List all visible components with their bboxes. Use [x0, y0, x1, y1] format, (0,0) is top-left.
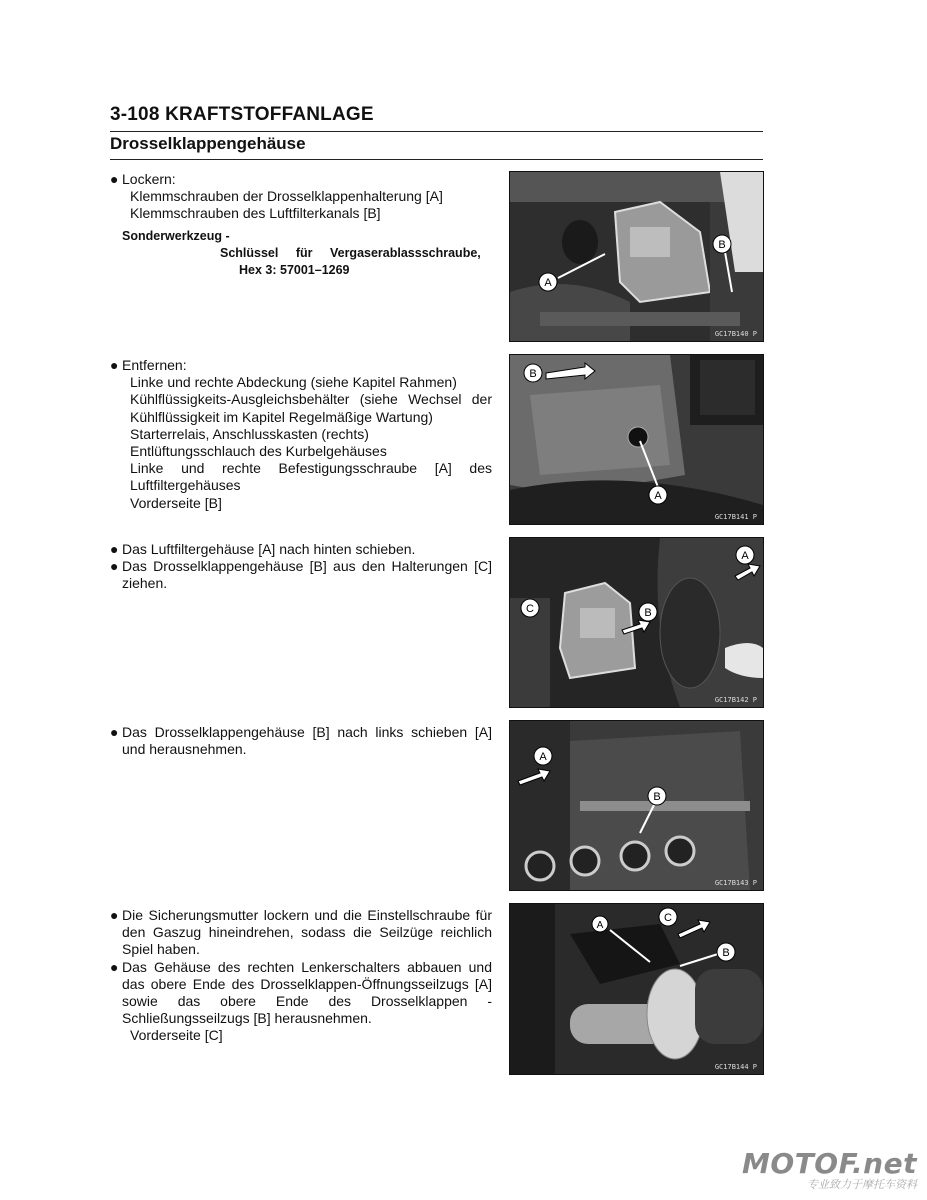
- section-title: Drosselklappengehäuse: [110, 134, 306, 153]
- callout-label: C: [664, 912, 672, 924]
- special-tool-label: Sonderwerkzeug -: [122, 228, 230, 243]
- step-3-text: [110, 541, 492, 593]
- watermark: [742, 1147, 917, 1192]
- watermark-tagline: 专业致力于摩托车资料: [807, 1179, 917, 1191]
- step-4-text: [110, 724, 492, 758]
- step-1-item: Klemmschrauben des Luftfilterkanals [B]: [130, 205, 381, 222]
- photo-caption: GC17B142 P: [714, 696, 757, 704]
- step-2-item: Linke und rechte Abdeckung (siehe Kapitel Rahmen): [130, 374, 457, 391]
- step-1-item: Klemmschrauben der Drosselklappenhalterung [A]: [130, 188, 443, 205]
- photo-slide-airbox: [509, 537, 764, 708]
- step-1-bullet: Lockern:: [122, 171, 176, 187]
- callout-label: A: [654, 490, 662, 502]
- step-2-bullet: Entfernen:: [122, 357, 187, 373]
- step-2-text: [110, 357, 492, 512]
- bullet: ●: [110, 907, 119, 923]
- header-rule: [110, 131, 763, 132]
- callout-label: A: [596, 920, 604, 931]
- step-2-item: Kühlflüssigkeits-Ausgleichsbehälter (siehe Wechsel der Kühlflüssigkeit im Kapitel Regelmäßige Wartung): [130, 391, 492, 425]
- bullet: ●: [110, 171, 119, 187]
- step-2-item: Starterrelais, Anschlusskasten (rechts): [130, 425, 369, 442]
- callout-label: B: [529, 368, 537, 380]
- photo-caption: GC17B144 P: [714, 1063, 757, 1071]
- step-3-bullet: Das Luftfiltergehäuse [A] nach hinten schieben.: [122, 541, 416, 557]
- bullet: ●: [110, 541, 119, 557]
- callout-label: B: [718, 239, 726, 251]
- step-4-bullet: Das Drosselklappengehäuse [B] nach links schieben [A] und herausnehmen.: [122, 724, 492, 758]
- step-2-item: Entlüftungsschlauch des Kurbelgehäuses: [130, 443, 387, 460]
- photo-throttle-clamps: [509, 171, 764, 342]
- special-tool-number: Hex 3: 57001–1269: [239, 262, 350, 277]
- step-5-sub: Vorderseite [C]: [130, 1027, 223, 1044]
- callout-label: A: [539, 751, 547, 763]
- section-rule: [110, 159, 763, 160]
- bullet: ●: [110, 357, 119, 373]
- photo-airbox-bolts: [509, 354, 764, 525]
- callout-label: C: [526, 603, 534, 615]
- step-1-text: [110, 171, 492, 279]
- callout-label: B: [644, 607, 652, 619]
- page-title: 3-108 KRAFTSTOFFANLAGE: [110, 104, 374, 125]
- photo-throttle-cables: [509, 903, 764, 1075]
- callout-label: A: [741, 550, 749, 562]
- page-header: [110, 104, 763, 126]
- bullet: ●: [110, 724, 119, 740]
- photo-caption: GC17B143 P: [714, 879, 757, 887]
- bullet: ●: [110, 958, 119, 975]
- bullet: ●: [110, 558, 119, 575]
- step-5-text: [110, 907, 492, 1045]
- callout-label: A: [544, 277, 552, 289]
- photo-remove-throttle-body: [509, 720, 764, 891]
- step-2-item: Linke und rechte Befestigungsschraube [A] des Luftfiltergehäuses: [130, 460, 492, 494]
- step-2-item: Vorderseite [B]: [130, 494, 222, 511]
- step-5-bullet: Die Sicherungsmutter lockern und die Einstellschraube für den Gaszug hineindrehen, sodass die Seilzüge reichlich Spiel haben.: [122, 907, 492, 958]
- photo-caption: GC17B141 P: [714, 513, 757, 521]
- callout-label: B: [722, 947, 730, 959]
- special-tool-name: Schlüssel für Vergaserablassschraube,: [220, 245, 481, 260]
- step-5-bullet: Das Gehäuse des rechten Lenkerschalters abbauen und das obere Ende des Drosselklappen-Öffnungsseilzugs [A] sowie das obere Ende des Drosselklappen -Schließungsseilzugs [B] herausnehmen.: [122, 958, 492, 1027]
- photo-caption: GC17B140 P: [714, 330, 757, 338]
- callout-label: B: [653, 791, 661, 803]
- watermark-logo: MOTOF.net: [742, 1147, 917, 1180]
- step-3-bullet: Das Drosselklappengehäuse [B] aus den Halterungen [C] ziehen.: [122, 558, 492, 592]
